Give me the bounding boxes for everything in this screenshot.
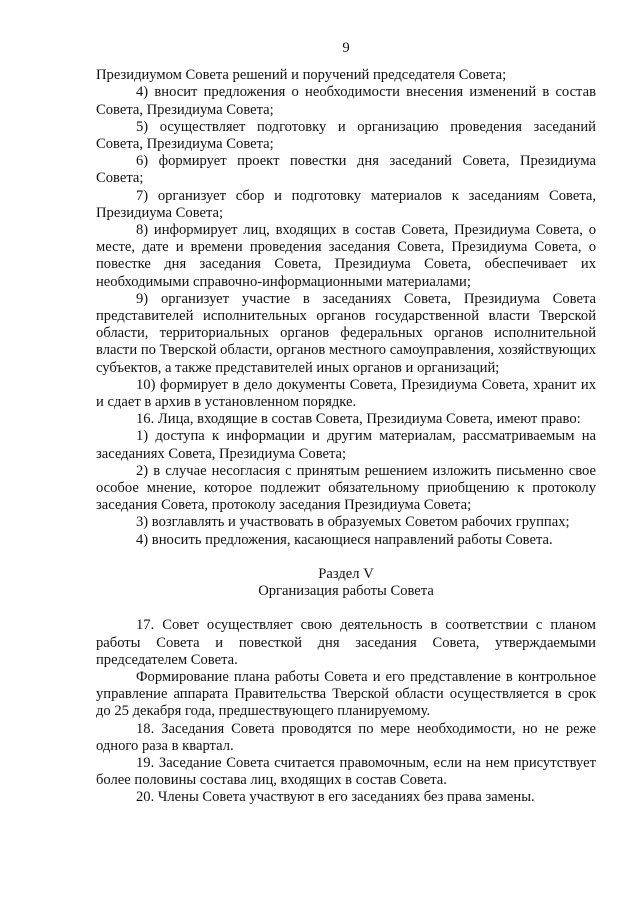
paragraph: 19. Заседание Совета считается правомочным, если на нем присутствует более половины состава лиц, входящих в состав Совета. — [96, 754, 596, 789]
paragraph: 3) возглавлять и участвовать в образуемых Советом рабочих группах; — [136, 514, 570, 531]
paragraph: Формирование плана работы Совета и его представление в контрольное управление аппарата Правительства Тверской области осуществляется в срок до 25 декабря года, предшествующего планируемому. — [96, 668, 596, 720]
section-subtitle: Организация работы Совета — [258, 583, 434, 600]
paragraph: 8) информирует лиц, входящих в состав Совета, Президиума Совета, о месте, дате и времени проведения заседания Совета, Президиума Совета, о повестке дня заседания Совета, Президиума Совета, обеспечивает их необходимыми справочно-информационными материалами; — [96, 222, 596, 290]
paragraph: 7) организует сбор и подготовку материалов к заседаниям Совета, Президиума Совета; — [96, 187, 596, 221]
paragraph: 5) осуществляет подготовку и организацию проведения заседаний Совета, Президиума Совета; — [96, 118, 596, 153]
paragraph: 16. Лица, входящие в состав Совета, Президиума Совета, имеют право: — [136, 411, 581, 428]
paragraph: 4) вносить предложения, касающиеся направлений работы Совета. — [136, 531, 553, 548]
section-spacer — [96, 600, 596, 617]
paragraph: 1) доступа к информации и другим материалам, рассматриваемым на заседаниях Совета, Президиума Совета; — [96, 428, 596, 462]
document-page — [96, 40, 596, 807]
paragraph: 2) в случае несогласия с принятым решением изложить письменно свое особое мнение, которое подлежит обязательному приобщению к протоколу заседания Совета, протоколу заседания Президиума Совета; — [96, 462, 596, 514]
paragraph: 17. Совет осуществляет свою деятельность в соответствии с планом работы Совета и повесткой дня заседания Совета, утверждаемыми председателем Совета. — [96, 617, 596, 668]
paragraph: 20. Члены Совета участвуют в его заседаниях без права замены. — [136, 789, 535, 806]
paragraph: 6) формирует проект повестки дня заседаний Совета, Президиума Совета; — [96, 153, 596, 187]
section-title: Раздел V — [318, 565, 374, 582]
section-heading — [96, 566, 596, 600]
paragraph: Президиумом Совета решений и поручений председателя Совета; — [96, 67, 507, 84]
page-number: 9 — [342, 40, 350, 56]
paragraph: 18. Заседания Совета проводятся по мере необходимости, но не реже одного раза в квартал. — [96, 720, 596, 754]
section-spacer — [96, 549, 596, 566]
paragraph: 10) формирует в дело документы Совета, Президиума Совета, хранит их и сдает в архив в установленном порядке. — [96, 376, 596, 411]
paragraph: 4) вносит предложения о необходимости внесения изменений в состав Совета, Президиума Совета; — [96, 84, 596, 118]
paragraphs-bottom — [96, 617, 596, 806]
paragraph: 9) организует участие в заседаниях Совета, Президиума Совета представителей исполнительных органов государственной власти Тверской области, территориальных органов федеральных органов исполнительной власти по Тверской области, органов местного самоуправления, хозяйствующих субъектов, а также представителей иных органов и организаций; — [96, 290, 596, 376]
paragraphs-top — [96, 67, 596, 549]
